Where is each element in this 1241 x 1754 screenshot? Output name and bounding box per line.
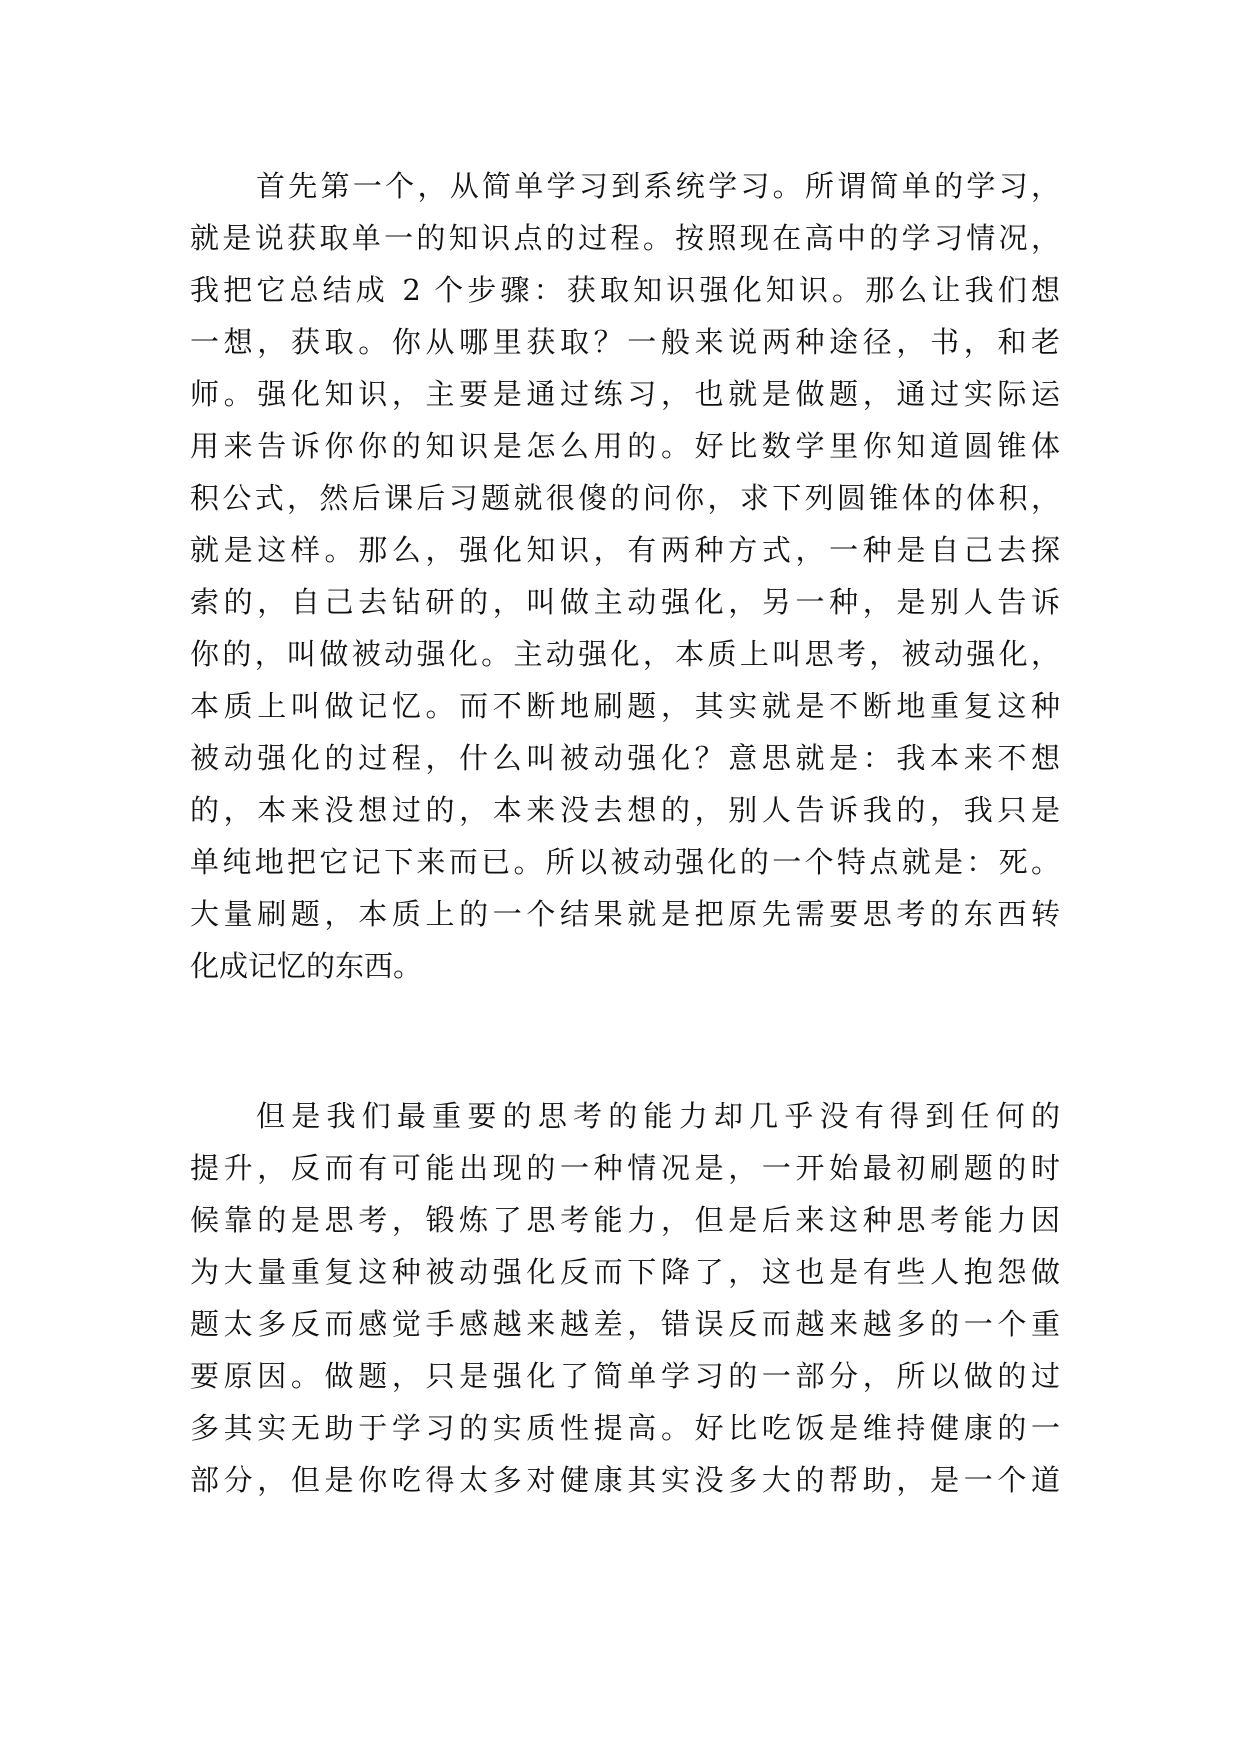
text-line: 积公式，然后课后习题就很傻的问你，求下列圆锥体的体积， (190, 481, 1060, 515)
paragraph-1 (190, 160, 1060, 992)
text-line: 大量刷题，本质上的一个结果就是把原先需要思考的东西转 (190, 897, 1060, 931)
text-line: 的，本来没想过的，本来没去想的，别人告诉我的，我只是 (190, 793, 1060, 827)
text-line: 师。强化知识，主要是通过练习，也就是做题，通过实际运 (190, 377, 1060, 411)
text-line: 但是我们最重要的思考的能力却几乎没有得到任何的 (256, 1099, 1060, 1133)
text-line: 我把它总结成 2 个步骤：获取知识强化知识。那么让我们想 (190, 273, 1060, 307)
text-line: 就是说获取单一的知识点的过程。按照现在高中的学习情况， (190, 221, 1060, 255)
text-line: 用来告诉你你的知识是怎么用的。好比数学里你知道圆锥体 (190, 429, 1060, 463)
text-line: 你的，叫做被动强化。主动强化，本质上叫思考，被动强化， (190, 637, 1060, 671)
text-line: 本质上叫做记忆。而不断地刷题，其实就是不断地重复这种 (190, 689, 1060, 723)
text-line: 就是这样。那么，强化知识，有两种方式，一种是自己去探 (190, 533, 1060, 567)
text-line: 被动强化的过程，什么叫被动强化？意思就是：我本来不想 (190, 741, 1060, 775)
text-line: 候靠的是思考，锻炼了思考能力，但是后来这种思考能力因 (190, 1203, 1060, 1237)
text-line: 单纯地把它记下来而已。所以被动强化的一个特点就是：死。 (190, 845, 1060, 879)
text-line: 为大量重复这种被动强化反而下降了，这也是有些人抱怨做 (190, 1255, 1060, 1289)
paragraph-2 (190, 1090, 1060, 1506)
text-line: 一想，获取。你从哪里获取？一般来说两种途径，书，和老 (190, 325, 1060, 359)
text-line: 部分，但是你吃得太多对健康其实没多大的帮助，是一个道 (190, 1463, 1060, 1497)
text-line: 题太多反而感觉手感越来越差，错误反而越来越多的一个重 (190, 1307, 1060, 1341)
text-line: 化成记忆的东西。 (190, 949, 423, 983)
text-line: 首先第一个，从简单学习到系统学习。所谓简单的学习， (256, 169, 1060, 203)
text-line: 多其实无助于学习的实质性提高。好比吃饭是维持健康的一 (190, 1411, 1060, 1445)
text-line: 提升，反而有可能出现的一种情况是，一开始最初刷题的时 (190, 1151, 1060, 1185)
text-line: 要原因。做题，只是强化了简单学习的一部分，所以做的过 (190, 1359, 1060, 1393)
text-line: 索的，自己去钻研的，叫做主动强化，另一种，是别人告诉 (190, 585, 1060, 619)
